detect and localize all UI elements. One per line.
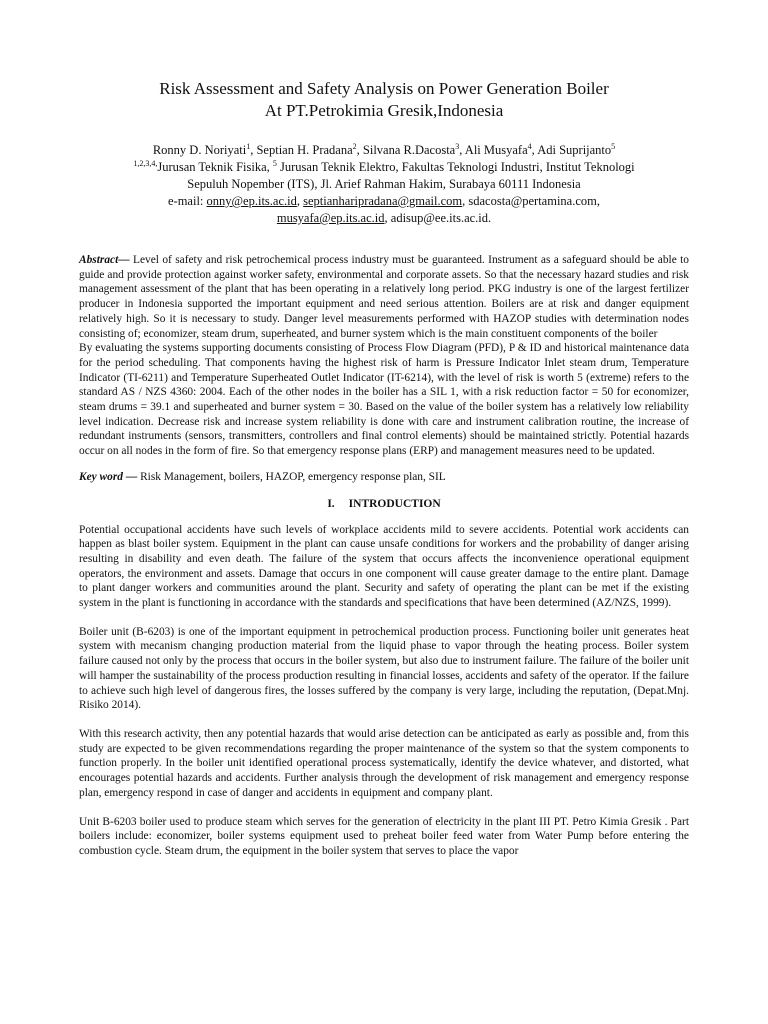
email-text: , sdacosta@pertamina.com, <box>462 194 600 208</box>
body-paragraph-1: Potential occupational accidents have such levels of workplace accidents mild to severe accidents. Potential work accidents can happen as blast boiler system. Equipment in the plant can cause unsafe conditions for workers and the probability of danger arising resulting in disability and even death. The failure of the system that occurs affects the inconvenience operational equipment operators, the environment and assets. Damage that occurs in one component will cause greater damage to the entire plant. Damage to plant danger workers and communities around the plant. Security and safety of operating the plant can be met if the existing system in the plant is functioning in accordance with the standards and specifications that have been determined (AZ/NZS, 1999). <box>79 523 689 610</box>
author-name: , Septian H. Pradana <box>250 143 353 157</box>
body-text <box>79 523 689 859</box>
abstract <box>79 253 689 459</box>
abstract-paragraph-1 <box>79 253 689 341</box>
email-line-2 <box>79 210 689 227</box>
abstract-text: Level of safety and risk petrochemical process industry must be guaranteed. Instrument as a safeguard should be able to guide and provide protection against worker safety, environmental and corporate assets. So that the necessary hazard studies and risk management assessment of the plant that has been operating in a relatively long period. PKG industry is one of the largest fertilizer producer in Indonesia supported the important equipment and need serious attention. Boilers are at risk and danger equipment relatively high. So it is necessary to study. Danger level measurements performed with HAZOP studies with determination nodes consisting of; economizer, steam drum, superheated, and burner system which is the main constituent components of the boiler <box>79 254 689 340</box>
email-text: , adisup@ee.its.ac.id. <box>384 211 492 225</box>
paper-title <box>79 0 689 122</box>
author-sup: 5 <box>611 141 616 151</box>
section-title: INTRODUCTION <box>348 497 441 510</box>
email-link[interactable]: septianharipradana@gmail.com <box>303 194 463 208</box>
affiliation-line-2: Sepuluh Nopember (ITS), Jl. Arief Rahman Hakim, Surabaya 60111 Indonesia <box>187 177 581 191</box>
author-names <box>79 142 689 159</box>
keywords-label: Key word — <box>79 470 138 483</box>
author-sup: 3 <box>455 141 460 151</box>
author-block <box>79 142 689 227</box>
author-name: , Ali Musyafa <box>459 143 528 157</box>
keywords-text: Risk Management, boilers, HAZOP, emergency response plan, SIL <box>137 470 446 483</box>
abstract-paragraph-2: By evaluating the systems supporting documents consisting of Process Flow Diagram (PFD), P & ID and historical maintenance data for the period scheduling. That components having the highest risk of harm is Pressure Indicator Inlet steam drum, Temperature Indicator (TI-6211) and Temperature Superheated Outlet Indicator (IT-6214), with the level of risk is worth 5 (extreme) refers to the standard AS / NZS 4360: 2004. Each of the other nodes in the boiler has a SIL 1, with a risk reduction factor = 50 for economizer, steam drums = 39.1 and superheated and burner system = 30. Based on the value of the boiler system has a relatively low reliability level indication. Decrease risk and increase system reliability is done with care and instrument calibration routine, the increase of redundant instruments (sensors, transmitters, controllers and final control elements) should be maintained strictly. Potential hazards occur on all nodes in the form of fire. So that emergency response plans (ERP) and management measures need to be updated. <box>79 342 689 458</box>
affiliation-line-1 <box>79 159 689 176</box>
email-prefix: e-mail: <box>168 194 207 208</box>
email-separator: , <box>296 194 304 208</box>
author-sup: 4 <box>527 141 532 151</box>
body-paragraph-4: Unit B-6203 boiler used to produce steam which serves for the generation of electricity in the plant III PT. Petro Kimia Gresik . Part boilers include: economizer, boiler systems equipment used to preheat boiler feed water from Water Pump before entering the combustion cycle. Steam drum, the equipment in the boiler system that serves to place the vapor <box>79 815 689 857</box>
author-sup: 2 <box>352 141 357 151</box>
section-heading-introduction <box>79 498 689 510</box>
affiliation-text: Jurusan Teknik Elektro, Fakultas Teknologi Industri, Institut Teknologi <box>276 160 635 174</box>
email-link[interactable]: musyafa@ep.its.ac.id <box>276 211 385 225</box>
body-paragraph-3: With this research activity, then any potential hazards that would arise detection can be anticipated as early as possible and, from this study are expected to be given recommendations regarding the proper maintenance of the system so that the system components to function properly. In the boiler unit identified operational process systematically, identify the device whatever, and distorted, what encourages potential hazards and accidents. Further analysis through the development of risk management and emergency response plan, emergency respond in case of danger and accidents in equipment and company plant. <box>79 727 689 799</box>
section-number: I. <box>327 497 335 510</box>
keywords <box>79 470 689 485</box>
affiliation-text: Jurusan Teknik Fisika, <box>157 160 273 174</box>
title-line-1: Risk Assessment and Safety Analysis on Power Generation Boiler <box>159 79 609 98</box>
email-link[interactable]: onny@ep.its.ac.id <box>206 194 297 208</box>
email-line-1 <box>79 193 689 210</box>
affiliation-sup: 1,2,3,4, <box>133 158 158 168</box>
body-paragraph-2: Boiler unit (B-6203) is one of the important equipment in petrochemical production process. Functioning boiler unit generates heat system with mecanism changing production material from the liquid phase to vapor through the heating process. Boiler system failure caused not only by the process that occurs in the boiler system, but also due to instrument failure. The failure of the boiler unit will hamper the sustainability of the process production resulting in financial losses, accidents and safety of the operator. If the failure to achieve such high level of dangerous fires, the losses suffered by the company is very large, including the reputation, (Depat.Mnj. Risiko 2014). <box>79 625 689 712</box>
author-name: , Adi Suprijanto <box>531 143 612 157</box>
author-name: Ronny D. Noriyati <box>152 143 247 157</box>
author-sup: 1 <box>246 141 251 151</box>
affiliation-sup: 5 <box>272 158 277 168</box>
title-line-2: At PT.Petrokimia Gresik,Indonesia <box>264 101 504 120</box>
abstract-label: Abstract— <box>79 254 130 266</box>
author-name: , Silvana R.Dacosta <box>356 143 456 157</box>
